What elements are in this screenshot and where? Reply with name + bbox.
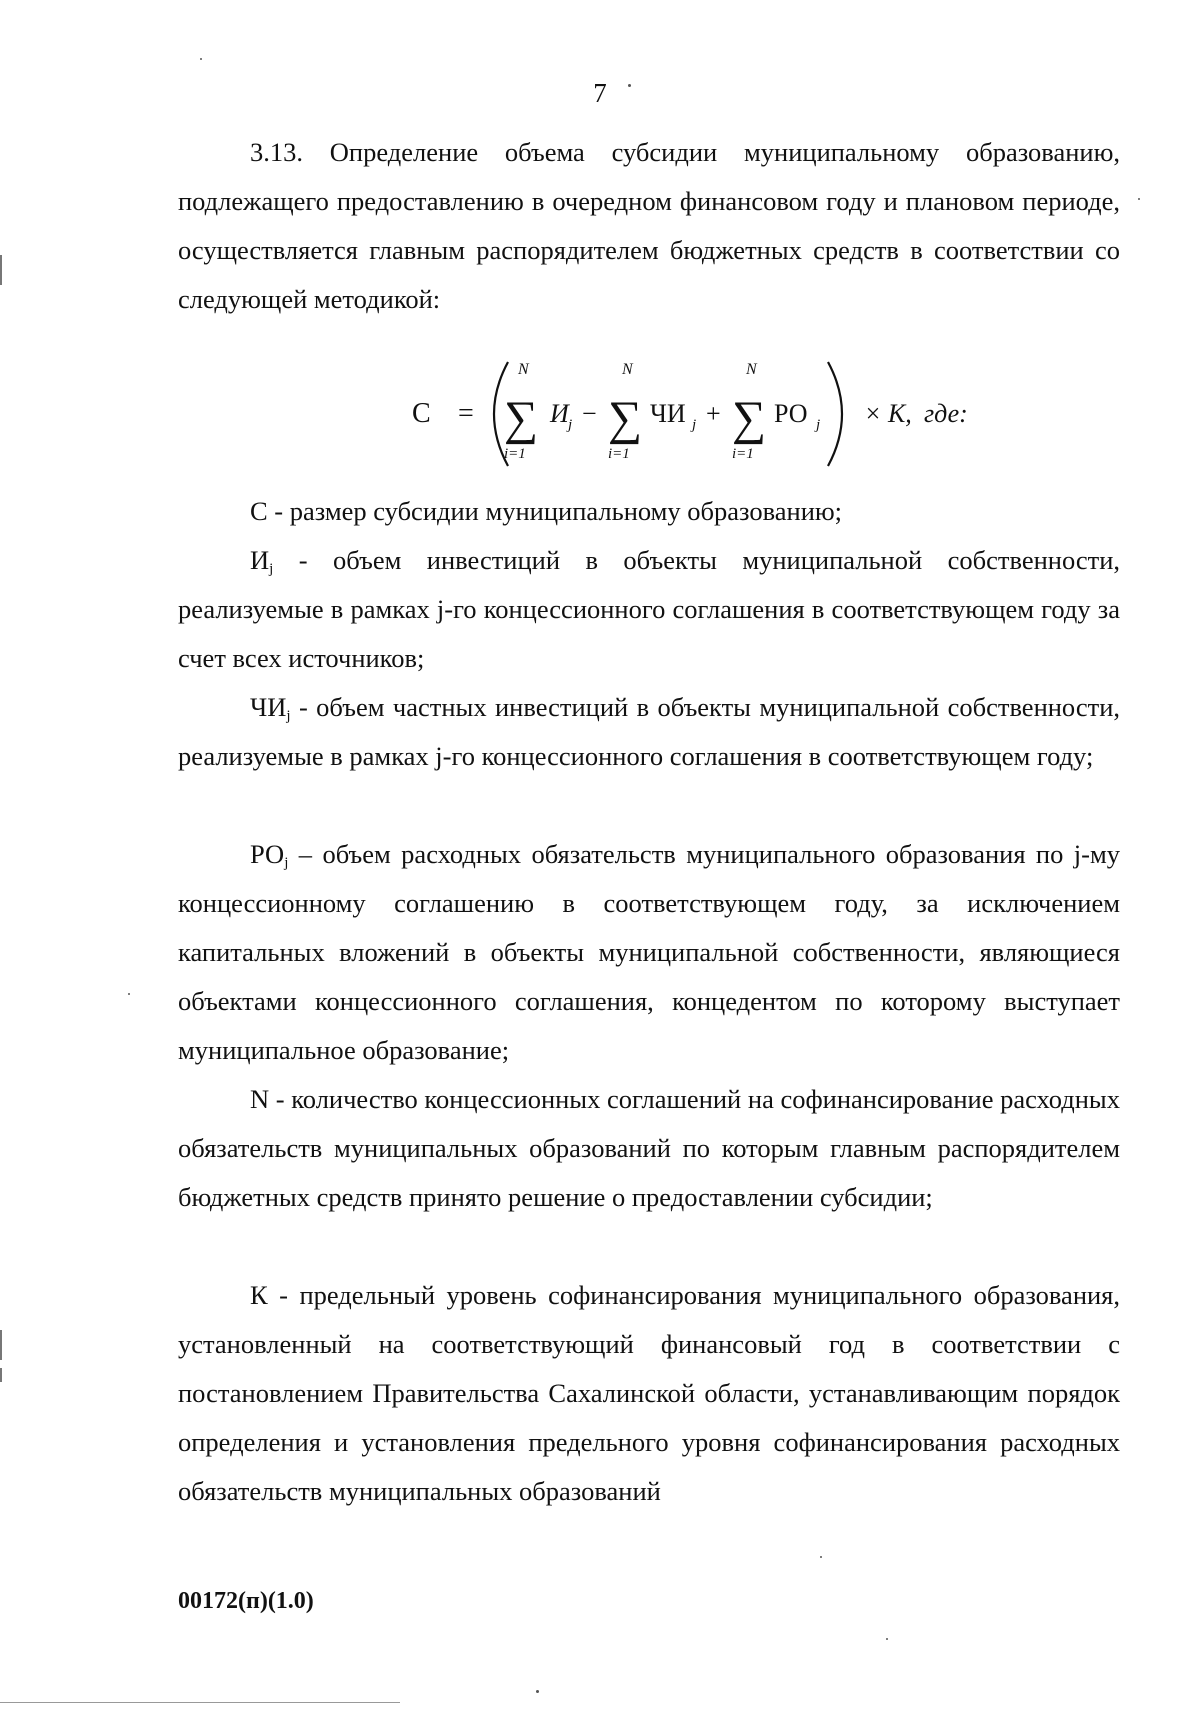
sum3-upper-limit: N [746,361,757,378]
formula-right-paren [828,362,842,466]
document-code: 00172(п)(1.0) [178,1588,314,1614]
definition-obligations-text: – объем расходных обязательств муниципального образования по j-му концессионному соглашению в соответствующем году, за исключением капитальных вложений в объекты муниципальной собственности, являющиеся объектами концессионного соглашения, концедентом по которому выступает муниципальное образование; [178,839,1120,1065]
formula-times-k: × К, [864,399,912,428]
scan-edge-mark [0,255,2,285]
definition-c: С - размер субсидии муниципальному образованию; [250,496,843,526]
definition-private-investments-text: - объем частных инвестиций в объекты муниципальной собственности, реализуемые в рамках j-го концессионного соглашения в соответствующем году; [178,692,1120,771]
formula-minus: − [582,399,597,428]
term-private-investments: ЧИ [650,399,686,428]
scan-edge-mark [0,1330,2,1360]
sum2-lower-limit: i=1 [608,446,630,462]
scan-bottom-edge [0,1702,400,1703]
formula-equals: = [458,398,474,429]
sum1-upper-limit: N [518,361,529,378]
term-obligations-index: j [816,417,821,433]
definition-k: К - предельный уровень софинансирования муниципального образования, установленный на соответствующий финансовый год в соответствии с постановлением Правительства Сахалинской области, устанавливающим порядок определения и установления предельного уровня софинансирования расходных обязательств муниципальных образований [178,1280,1120,1506]
formula-lhs: С [412,398,431,429]
definition-private-investments [178,683,1120,781]
definition-investments [178,536,1120,683]
term-private-investments-index: j [692,417,697,433]
subsidy-formula [0,352,1200,472]
symbol-private-investments: ЧИ [250,692,287,722]
symbol-obligations-index: j [284,855,289,871]
symbol-investments: И [250,545,270,575]
sum2-upper-limit: N [622,361,633,378]
term-investments-index: j [568,417,573,433]
symbol-private-investments-index: j [286,708,291,724]
scan-speck [536,1690,539,1693]
definition-investments-text: - объем инвестиций в объекты муниципальной собственности, реализуемые в рамках j-го концессионного соглашения в соответствующем году за счет всех источников; [178,545,1120,673]
scan-speck [200,58,202,60]
symbol-obligations: РО [250,839,285,869]
scan-speck [128,993,130,995]
term-investments: И [550,399,569,428]
scan-speck [886,1638,888,1640]
sum3-lower-limit: i=1 [732,446,754,462]
term-obligations: РО [774,399,808,428]
formula-suffix: где: [924,399,968,428]
definition-obligations [178,830,1120,1075]
sum1-sigma: ∑ [504,392,539,445]
page-number: 7 [593,78,607,108]
definition-n: N - количество концессионных соглашений на софинансирование расходных обязательств муниципальных образований по которым главным распорядителем бюджетных средств принято решение о предоставлении субсидии; [178,1084,1120,1212]
scan-speck [628,84,631,87]
paragraph-3-13: 3.13. Определение объема субсидии муниципальному образованию, подлежащего предоставлению в очередном финансовом году и плановом периоде, осуществляется главным распорядителем бюджетных средств в соответствии со следующей методикой: [178,137,1120,314]
sum3-sigma: ∑ [732,392,767,445]
scan-speck [1138,198,1140,200]
formula-plus: + [706,399,721,428]
symbol-investments-index: j [269,561,274,577]
sum2-sigma: ∑ [608,392,643,445]
scan-edge-mark [0,1368,2,1382]
scan-speck [820,1556,822,1558]
sum1-lower-limit: i=1 [504,446,526,462]
